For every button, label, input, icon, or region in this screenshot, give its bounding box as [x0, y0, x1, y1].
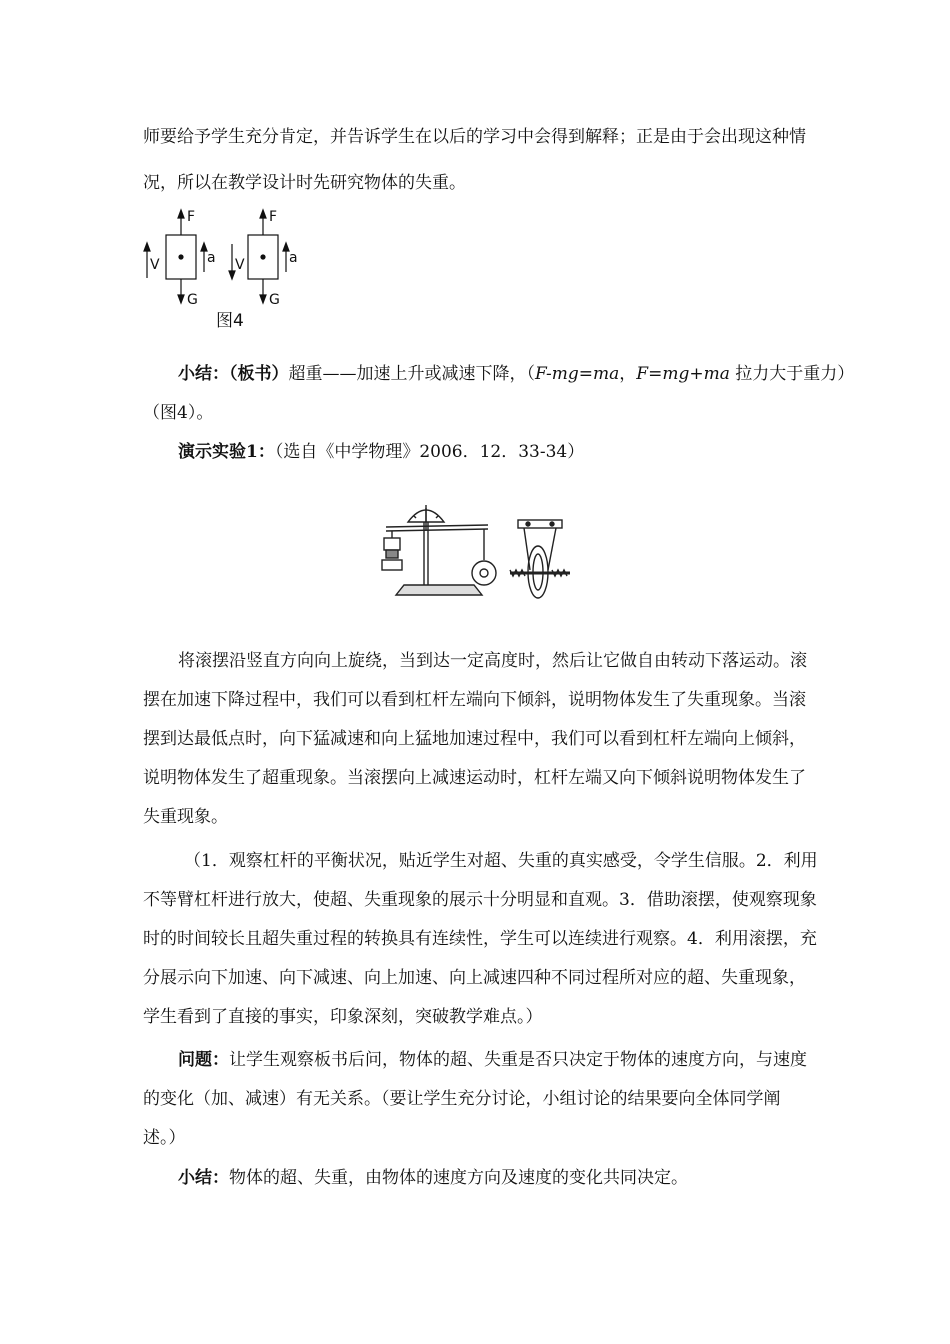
summary-line — [178, 362, 854, 386]
demo-heading — [178, 440, 584, 464]
paragraph-line: 将滚摆沿竖直方向向上旋绕，当到达一定高度时，然后让它做自由转动下落运动。滚 — [178, 651, 807, 671]
paragraph-line: 学生看到了直接的事实，印象深刻，突破教学难点。） — [143, 1007, 543, 1027]
summary-text: 超重——加速上升或减速下降，（ — [288, 364, 535, 384]
question-line: 述。） — [143, 1128, 186, 1148]
equation: F=mg+ma — [636, 364, 730, 384]
question-line — [178, 1048, 807, 1072]
question-text: 让学生观察板书后问，物体的超、失重是否只决定于物体的速度方向，与速度 — [229, 1050, 807, 1070]
velocity-label-v: V — [235, 257, 245, 273]
summary-label: 小结： — [178, 1168, 229, 1188]
summary-line — [178, 1166, 688, 1190]
paragraph-line: 师要给予学生充分肯定，并告诉学生在以后的学习中会得到解释；正是由于会出现这种情 — [143, 127, 806, 147]
paragraph-line: 不等臂杠杆进行放大，使超、失重现象的展示十分明显和直观。3．借助滚摆，使观察现象 — [143, 890, 817, 910]
paragraph-line: 失重现象。 — [143, 807, 228, 827]
paragraph-line: 摆在加速下降过程中，我们可以看到杠杆左端向下倾斜，说明物体发生了失重现象。当滚 — [143, 690, 806, 710]
figure-4-diagram — [140, 200, 320, 335]
summary-line: （图4）。 — [143, 403, 214, 423]
question-label: 问题： — [178, 1050, 229, 1070]
experiment-apparatus-illustration — [378, 500, 574, 602]
acceleration-label-a: a — [207, 250, 216, 266]
force-label-f: F — [187, 209, 196, 225]
summary-label: 小结： — [178, 364, 229, 384]
demo-label: 演示实验1： — [178, 442, 275, 462]
velocity-label-v: V — [150, 257, 160, 273]
figure-caption: 图4 — [216, 311, 244, 331]
summary-text: 拉力大于重力） — [729, 364, 855, 384]
paragraph-line: 摆到达最低点时，向下猛减速和向上猛地加速过程中，我们可以看到杠杆左端向上倾斜， — [143, 729, 806, 749]
paragraph-line: 分展示向下加速、向下减速、向上加速、向上减速四种不同过程所对应的超、失重现象， — [143, 968, 806, 988]
demo-source: （选自《中学物理》2006．12．33-34） — [274, 442, 585, 462]
paragraph-line: 说明物体发生了超重现象。当滚摆向上减速运动时，杠杆左端又向下倾斜说明物体发生了 — [143, 768, 806, 788]
paragraph-line: 时的时间较长且超失重过程的转换具有连续性，学生可以连续进行观察。4．利用滚摆，充 — [143, 929, 817, 949]
paragraph-line: 况，所以在教学设计时先研究物体的失重。 — [143, 173, 466, 193]
force-label-g: G — [187, 292, 198, 308]
acceleration-label-a: a — [289, 250, 298, 266]
equation: F-mg=ma — [535, 364, 620, 384]
paragraph-line: （1．观察杠杆的平衡状况，贴近学生对超、失重的真实感受，令学生信服。2．利用 — [184, 851, 818, 871]
summary-text: 物体的超、失重，由物体的速度方向及速度的变化共同决定。 — [229, 1168, 688, 1188]
separator: ， — [619, 364, 637, 384]
force-label-f: F — [269, 209, 278, 225]
board-note: （板书） — [229, 364, 289, 384]
force-label-g: G — [269, 292, 280, 308]
question-line: 的变化（加、减速）有无关系。（要让学生充分讨论，小组讨论的结果要向全体同学阐 — [143, 1089, 781, 1109]
